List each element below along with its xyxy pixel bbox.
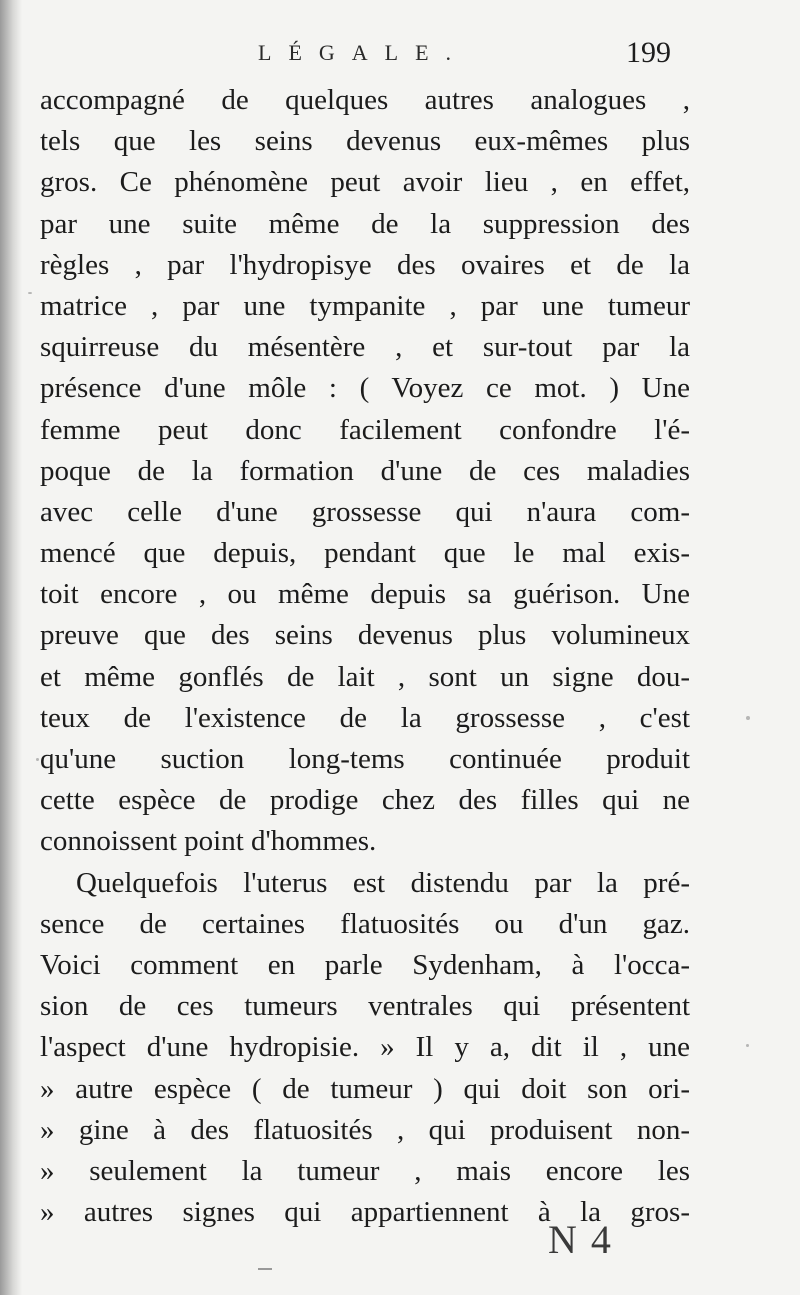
- text-line: Voici comment en parle Sydenham, à l'occa-: [40, 948, 690, 981]
- print-speck: [28, 292, 32, 294]
- text-line: sion de ces tumeurs ventrales qui présentent: [40, 990, 690, 1023]
- text-line: et même gonflés de lait , sont un signe dou-: [40, 660, 690, 693]
- text-line: femme peut donc facilement confondre l'é-: [40, 413, 690, 446]
- text-line: » autre espèce ( de tumeur ) qui doit son ori-: [40, 1072, 690, 1105]
- running-title: LÉGALE.: [258, 40, 469, 65]
- text-line: sence de certaines flatuosités ou d'un gaz.: [40, 907, 690, 940]
- text-line: matrice , par une tympanite , par une tumeur: [40, 289, 690, 322]
- text-line: teux de l'existence de la grossesse , c'est: [40, 701, 690, 734]
- text-line: tels que les seins devenus eux-mêmes plus: [40, 125, 690, 158]
- text-line: toit encore , ou même depuis sa guérison. Une: [40, 578, 690, 611]
- text-line: l'aspect d'une hydropisie. » Il y a, dit il , une: [40, 1031, 690, 1064]
- print-speck: [746, 716, 750, 720]
- text-line: Quelquefois l'uterus est distendu par la pré-: [76, 866, 690, 899]
- running-head: [0, 36, 800, 76]
- footer-dash: [258, 1268, 272, 1270]
- text-line: qu'une suction long-tems continuée produit: [40, 743, 690, 775]
- text-line: » seulement la tumeur , mais encore les: [40, 1154, 690, 1187]
- text-line: poque de la formation d'une de ces maladies: [40, 454, 690, 487]
- text-line: mencé que depuis, pendant que le mal exis-: [40, 537, 690, 570]
- text-line: avec celle d'une grossesse qui n'aura com-: [40, 495, 690, 528]
- signature-mark: N 4: [548, 1217, 613, 1262]
- text-line: règles , par l'hydropisye des ovaires et de la: [40, 248, 690, 281]
- text-line: » autres signes qui appartiennent à la gros-: [40, 1196, 690, 1229]
- text-line: gros. Ce phénomène peut avoir lieu , en effet,: [40, 166, 690, 199]
- page-number: 199: [626, 36, 671, 69]
- text-line: cette espèce de prodige chez des filles qui ne: [40, 784, 690, 817]
- text-line: connoissent point d'hommes.: [40, 825, 377, 858]
- body-text: [40, 80, 690, 1233]
- text-line: squirreuse du mésentère , et sur-tout par la: [40, 331, 690, 364]
- text-line: preuve que des seins devenus plus volumineux: [40, 619, 690, 652]
- print-speck: [36, 758, 39, 761]
- print-speck: [746, 1044, 749, 1047]
- text-line: accompagné de quelques autres analogues ,: [40, 84, 690, 116]
- text-line: par une suite même de la suppression des: [40, 207, 690, 240]
- text-line: présence d'une môle : ( Voyez ce mot. ) Une: [40, 372, 690, 405]
- page-gutter-shadow: [0, 0, 22, 1295]
- text-line: » gine à des flatuosités , qui produisent non-: [40, 1113, 690, 1146]
